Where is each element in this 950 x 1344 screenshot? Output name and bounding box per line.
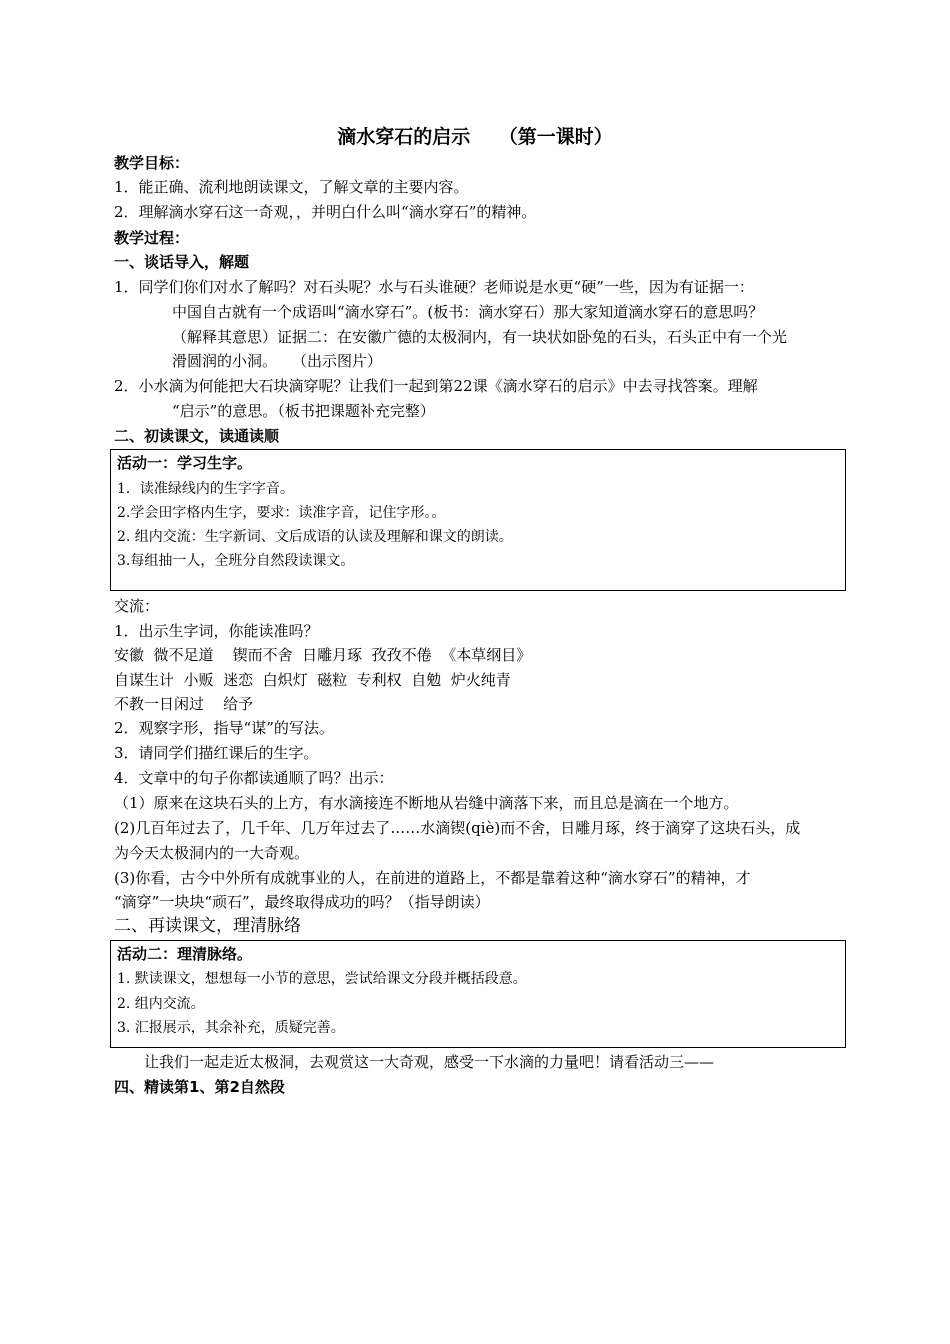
vocab-line: 不教一日闲过 给予: [114, 695, 254, 713]
sentence-line: （1）原来在这块石头的上方，有水滴接连不断地从岩缝中滴落下来，而且总是滴在一个地方。: [114, 794, 739, 812]
activity2-item: 2. 组内交流。: [117, 996, 205, 1012]
activity2-item: 1. 默读课文，想想每一小节的意思，尝试给课文分段并概括段意。: [117, 971, 527, 987]
sentence-line: (3)你看，古今中外所有成就事业的人，在前进的道路上，不都是靠着这种“滴水穿石”的精神，才: [114, 869, 751, 887]
sentence-line: 为今天太极洞内的一大奇观。: [114, 844, 310, 862]
activity1-item: 2.学会田字格内生字，要求：读准字音，记住字形。。: [117, 505, 446, 521]
section1-text: 中国自古就有一个成语叫“滴水穿石”。(板书：滴水穿石）那大家知道滴水穿石的意思吗？: [172, 303, 764, 321]
sentence-line: “滴穿”一块块“顽石”，最终取得成功的吗？（指导朗读）: [114, 893, 490, 911]
section1-text: 1．同学们你们对水了解吗？对石头呢？水与石头谁硬？老师说是水更“硬”一些，因为有证据一：: [114, 278, 754, 296]
section1-heading: 一、谈话导入，解题: [114, 253, 250, 271]
section1-text: （解释其意思）证据二：在安徽广德的太极洞内，有一块状如卧兔的石头，石头正中有一个光: [172, 328, 788, 346]
activity2-box: [110, 940, 846, 1048]
section4-heading: 四、精读第1、第2自然段: [114, 1078, 285, 1096]
activity1-item: 2. 组内交流：生字新词、文后成语的认读及理解和课文的朗读。: [117, 529, 513, 545]
exchange-line: 4．文章中的句子你都读通顺了吗？出示：: [114, 769, 394, 787]
objectives-heading: 教学目标：: [114, 154, 190, 172]
process-heading: 教学过程：: [114, 229, 190, 247]
section3-heading: 二、再读课文，理清脉络: [114, 916, 301, 936]
activity2-title: 活动二：理清脉络。: [117, 945, 253, 963]
exchange-label: 交流：: [114, 597, 160, 615]
objective-item: 2．理解滴水穿石这一奇观，，并明白什么叫“滴水穿石”的精神。: [114, 203, 537, 221]
exchange-line: 1．出示生字词，你能读准吗？: [114, 622, 319, 640]
section1-text: 滑圆润的小洞。 （出示图片）: [172, 352, 383, 370]
transition-text: 让我们一起走近太极洞，去观赏这一大奇观，感受一下水滴的力量吧！请看活动三——: [144, 1053, 715, 1071]
activity2-item: 3. 汇报展示，其余补充，质疑完善。: [117, 1020, 345, 1036]
section1-text: “启示”的意思。（板书把课题补充完整）: [172, 402, 435, 420]
activity1-title: 活动一：学习生字。: [117, 454, 253, 472]
vocab-line: 自谋生计 小贩 迷恋 白炽灯 磁粒 专利权 自勉 炉火纯青: [114, 671, 511, 689]
sentence-line: (2)几百年过去了，几千年、几万年过去了……水滴锲(qiè)而不舍，日雕月琢，终于滴穿了这块石头，成: [114, 819, 801, 837]
activity1-item: 3.每组抽一人，全班分自然段读课文。: [117, 553, 355, 569]
objective-item: 1．能正确、流利地朗读课文，了解文章的主要内容。: [114, 178, 469, 196]
exchange-line: 2．观察字形，指导“谋”的写法。: [114, 719, 334, 737]
section2-heading: 二、初读课文，读通读顺: [114, 427, 280, 445]
activity1-item: 1．读准绿线内的生字字音。: [117, 481, 294, 497]
page-title: 滴水穿石的启示 （第一课时）: [337, 126, 613, 148]
vocab-line: 安徽 微不足道 锲而不舍 日雕月琢 孜孜不倦 《本草纲目》: [114, 646, 532, 664]
exchange-line: 3．请同学们描红课后的生字。: [114, 744, 319, 762]
section1-text: 2．小水滴为何能把大石块滴穿呢？让我们一起到第22课《滴水穿石的启示》中去寻找答案。理解: [114, 377, 758, 395]
activity1-box: [110, 449, 846, 591]
